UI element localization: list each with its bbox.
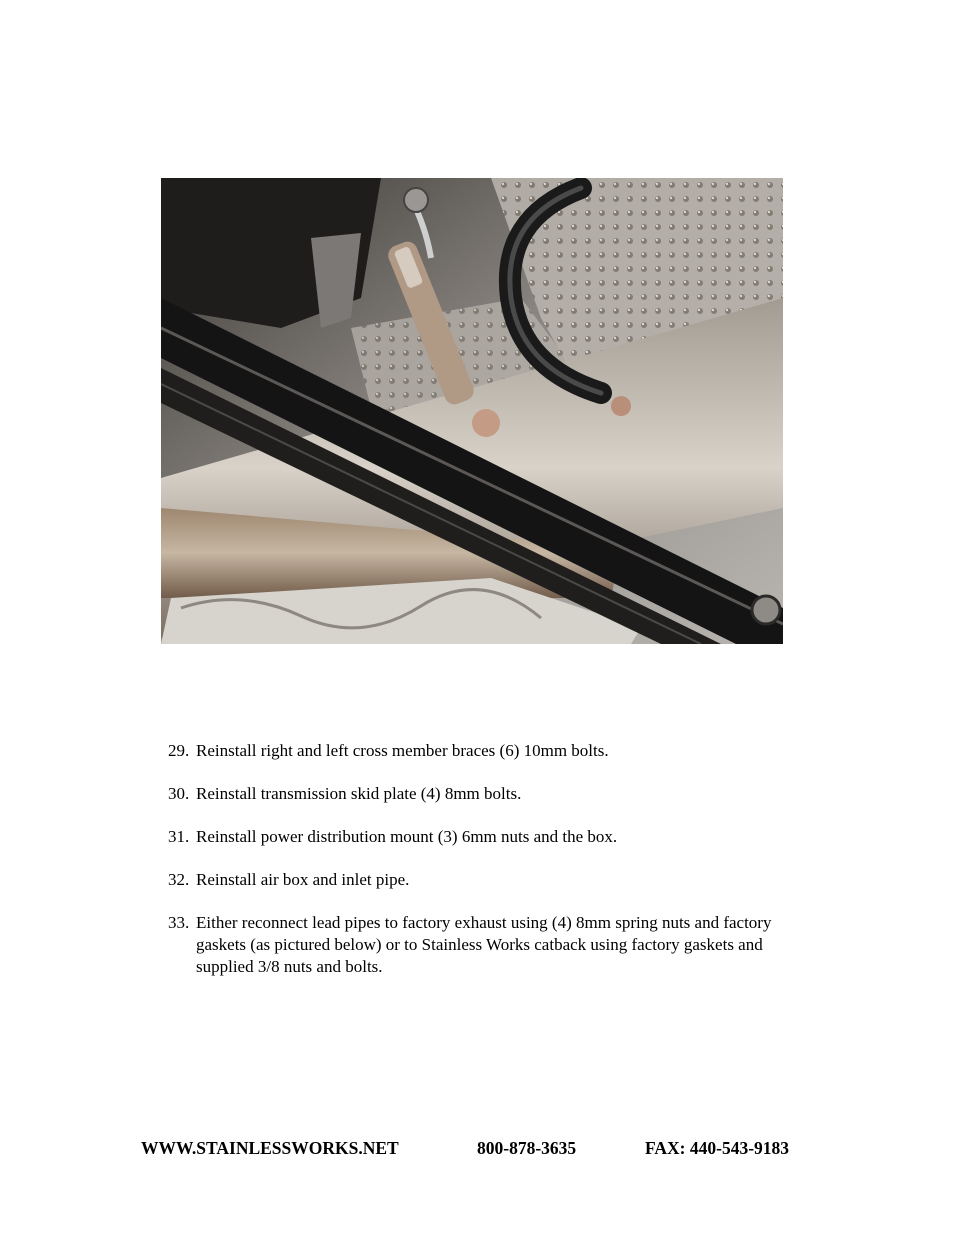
step-item [168,869,808,891]
step-text: Either reconnect lead pipes to factory exhaust using (4) 8mm spring nuts and factory gaskets (as pictured below) or to Stainless Works catback using factory gaskets and supplied 3/8 nuts and bolts. [196,913,772,976]
step-item [168,783,808,805]
step-text: Reinstall right and left cross member braces (6) 10mm bolts. [196,741,609,760]
step-text: Reinstall air box and inlet pipe. [196,870,410,889]
step-number: 31. [168,827,190,846]
phone-number: 800-878-3635 [477,1138,577,1158]
step-item [168,912,808,978]
exhaust-underbody-photo [161,178,783,644]
instruction-steps [168,740,808,999]
step-item [168,826,808,848]
step-item [168,740,808,762]
contact-footer [141,1138,821,1162]
website-link[interactable]: WWW.STAINLESSWORKS.NET [141,1138,399,1158]
photo-illustration [161,178,783,644]
step-text: Reinstall transmission skid plate (4) 8mm bolts. [196,784,522,803]
step-number: 33. [168,913,190,932]
fax-number: FAX: 440-543-9183 [645,1138,790,1158]
step-number: 32. [168,870,190,889]
step-text: Reinstall power distribution mount (3) 6mm nuts and the box. [196,827,618,846]
step-number: 29. [168,741,190,760]
step-number: 30. [168,784,190,803]
